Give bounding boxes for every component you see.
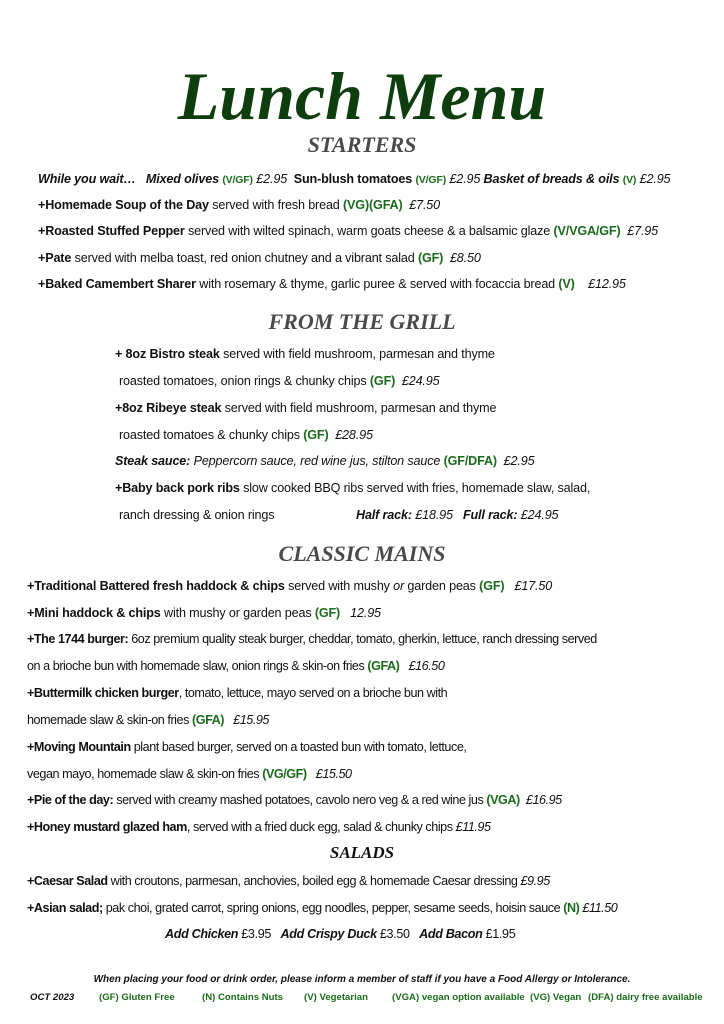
menu-item-haddock — [27, 578, 552, 594]
ribs-prices — [356, 507, 558, 523]
dietary-tag: (V) — [622, 174, 637, 186]
item-name: +Baked Camembert Sharer — [38, 277, 196, 291]
dietary-tag: (VG)(GFA) — [343, 198, 403, 212]
dietary-tag: (VG/GF) — [262, 767, 307, 781]
item-description: served with creamy mashed potatoes, cavolo nero veg & a red wine jus — [113, 793, 487, 807]
section-heading-mains: CLASSIC MAINS — [278, 541, 446, 566]
item-description: roasted tomatoes, onion rings & chunky chips — [119, 374, 370, 388]
item-name: +Baby back pork ribs — [115, 481, 240, 495]
item-price: £15.50 — [315, 767, 352, 781]
item-name: +Homemade Soup of the Day — [38, 198, 209, 212]
item-price: £11.50 — [582, 901, 618, 915]
item-description: served with fresh bread — [208, 198, 344, 212]
item-name: +The 1744 burger: — [27, 632, 129, 646]
item-price: £17.50 — [514, 579, 553, 593]
addon-price: £3.95 — [241, 927, 272, 941]
section-heading-starters: STARTERS — [307, 132, 417, 157]
menu-item-bistro-steak-cont — [119, 373, 439, 389]
menu-item-stuffed-pepper — [38, 223, 658, 239]
salad-addons — [165, 926, 515, 942]
item-name: Basket of breads & oils — [483, 172, 620, 186]
item-price: £15.95 — [233, 713, 269, 727]
item-description: plant based burger, served on a toasted bun with tomato, lettuce, — [130, 740, 467, 754]
dietary-tag: (VGA) — [486, 793, 520, 807]
item-description: served with wilted spinach, warm goats cheese & a balsamic glaze — [184, 224, 554, 238]
item-price: £2.95 — [639, 172, 671, 186]
menu-item-ribeye-steak — [115, 400, 496, 416]
section-heading-salads: SALADS — [329, 843, 395, 862]
menu-item-pork-ribs — [115, 480, 590, 496]
allergy-notice: When placing your food or drink order, please inform a member of staff if you have a Food Allergy or Intolerance. — [93, 974, 631, 985]
dietary-tag: (GF) — [303, 428, 329, 442]
item-description: slow cooked BBQ ribs served with fries, homemade slaw, salad, — [239, 481, 591, 495]
addon-price: £1.95 — [485, 927, 516, 941]
item-name: +Buttermilk chicken burger — [27, 686, 179, 700]
item-description: served with melba toast, red onion chutney and a vibrant salad — [71, 251, 418, 265]
sauce-description: Peppercorn sauce, red wine jus, stilton sauce — [190, 454, 444, 468]
menu-item-bistro-steak — [115, 346, 495, 362]
while-you-wait-label: While you wait… — [38, 172, 136, 186]
legend-dairy-free: (DFA) dairy free available — [588, 992, 703, 1003]
menu-item-1744-burger-cont — [27, 658, 444, 674]
item-price: £12.95 — [588, 277, 626, 291]
item-description: on a brioche bun with homemade slaw, onion rings & skin-on fries — [27, 659, 368, 673]
item-name: +Mini haddock & chips — [27, 606, 161, 620]
dietary-tag: (GF) — [314, 606, 341, 620]
item-price: £7.50 — [409, 198, 440, 212]
dietary-tag: (V) — [558, 277, 575, 291]
item-name: Mixed olives — [145, 172, 219, 186]
item-description: with mushy or garden peas — [160, 606, 315, 620]
addon-label: Add Chicken — [165, 927, 239, 941]
menu-item-mini-haddock — [27, 605, 381, 621]
item-price: £8.50 — [449, 251, 481, 265]
dietary-tag: (V/VGA/GF) — [553, 224, 621, 238]
item-name: +Caesar Salad — [27, 874, 108, 888]
legend-contains-nuts: (N) Contains Nuts — [202, 992, 284, 1003]
item-description: homemade slaw & skin-on fries — [27, 713, 192, 727]
legend-vegetarian: (V) Vegetarian — [304, 992, 368, 1003]
item-price: £24.95 — [401, 374, 440, 388]
menu-date: OCT 2023 — [30, 992, 75, 1003]
menu-item-chicken-burger — [27, 685, 447, 701]
legend-vegan-option: (VGA) vegan option available — [392, 992, 525, 1003]
item-name: +Asian salad; — [27, 901, 103, 915]
menu-item-pie — [27, 792, 562, 808]
item-price: £16.95 — [525, 793, 562, 807]
item-description: , tomato, lettuce, mayo served on a brioche bun with — [178, 686, 448, 700]
item-description: roasted tomatoes & chunky chips — [119, 428, 304, 442]
steak-sauce-row — [115, 453, 534, 469]
page-title: Lunch Menu — [177, 58, 547, 134]
menu-item-ribeye-steak-cont — [119, 427, 373, 443]
item-price: £2.95 — [256, 172, 288, 186]
item-name: +Roasted Stuffed Pepper — [38, 224, 185, 238]
menu-item-chicken-burger-cont — [27, 712, 269, 728]
addon-label: Add Crispy Duck — [280, 927, 377, 941]
item-price: £28.95 — [335, 428, 373, 442]
dietary-tag: (GF) — [417, 251, 444, 265]
item-price: £16.50 — [408, 659, 445, 673]
item-price: £11.95 — [455, 820, 491, 834]
while-you-wait-row — [38, 171, 670, 188]
addon-price: £3.50 — [379, 927, 410, 941]
section-heading-grill: FROM THE GRILL — [268, 309, 456, 334]
dietary-tag: (N) — [563, 901, 580, 915]
legend-vegan: (VG) Vegan — [530, 992, 582, 1003]
item-name: +Traditional Battered fresh haddock & chips — [27, 579, 285, 593]
item-price: £2.95 — [449, 172, 481, 186]
menu-item-pork-ribs-cont — [119, 507, 274, 523]
full-rack-price: £24.95 — [520, 508, 559, 522]
item-name: +Honey mustard glazed ham — [27, 820, 187, 834]
half-rack-price: £18.95 — [415, 508, 453, 522]
item-description: vegan mayo, homemade slaw & skin-on fries — [27, 767, 263, 781]
item-price: £7.95 — [627, 224, 658, 238]
item-description: 6oz premium quality steak burger, cheddar, tomato, gherkin, lettuce, ranch dressing served — [128, 632, 597, 646]
menu-item-pate — [38, 250, 481, 266]
item-price: 12.95 — [350, 606, 381, 620]
legend-gluten-free: (GF) Gluten Free — [99, 992, 175, 1003]
dietary-tag: (V/GF) — [222, 174, 253, 186]
item-price: £2.95 — [503, 454, 535, 468]
dietary-tag: (GFA) — [191, 713, 225, 727]
item-description: with croutons, parmesan, anchovies, boiled egg & homemade Caesar dressing — [107, 874, 521, 888]
dietary-tag: (GF/DFA) — [443, 454, 497, 468]
item-description: , served with a fried duck egg, salad & chunky chips — [186, 820, 456, 834]
menu-item-asian-salad — [27, 900, 617, 916]
addon-label: Add Bacon — [419, 927, 483, 941]
item-name: +8oz Ribeye steak — [115, 401, 222, 415]
menu-item-camembert — [38, 276, 626, 292]
menu-item-caesar-salad — [27, 873, 550, 889]
item-description-or: or — [393, 579, 405, 593]
dietary-tag: (GFA) — [367, 659, 400, 673]
sauce-label: Steak sauce: — [115, 454, 191, 468]
dietary-tag: (V/GF) — [415, 174, 447, 186]
menu-item-soup — [38, 197, 440, 213]
item-description: served with field mushroom, parmesan and thyme — [219, 347, 495, 361]
item-description: pak choi, grated carrot, spring onions, egg noodles, pepper, sesame seeds, hoisin sauce — [102, 901, 564, 915]
item-name: + 8oz Bistro steak — [115, 347, 220, 361]
item-description: ranch dressing & onion rings — [119, 508, 275, 522]
half-rack-label: Half rack: — [356, 508, 412, 522]
dietary-tag: (GF) — [369, 374, 396, 388]
item-description: served with field mushroom, parmesan and thyme — [221, 401, 497, 415]
menu-item-moving-mountain — [27, 739, 466, 755]
dietary-tag: (GF) — [479, 579, 505, 593]
full-rack-label: Full rack: — [462, 508, 518, 522]
menu-item-ham — [27, 819, 491, 835]
item-description: with rosemary & thyme, garlic puree & served with focaccia bread — [195, 277, 559, 291]
item-name: +Pate — [38, 251, 72, 265]
item-name: +Moving Mountain — [27, 740, 131, 754]
item-name: Sun-blush tomatoes — [293, 172, 413, 186]
menu-item-1744-burger — [27, 631, 597, 647]
item-name: +Pie of the day: — [27, 793, 114, 807]
item-description: garden peas — [404, 579, 480, 593]
menu-item-moving-mountain-cont — [27, 766, 352, 782]
item-description: served with mushy — [284, 579, 394, 593]
item-price: £9.95 — [520, 874, 550, 888]
